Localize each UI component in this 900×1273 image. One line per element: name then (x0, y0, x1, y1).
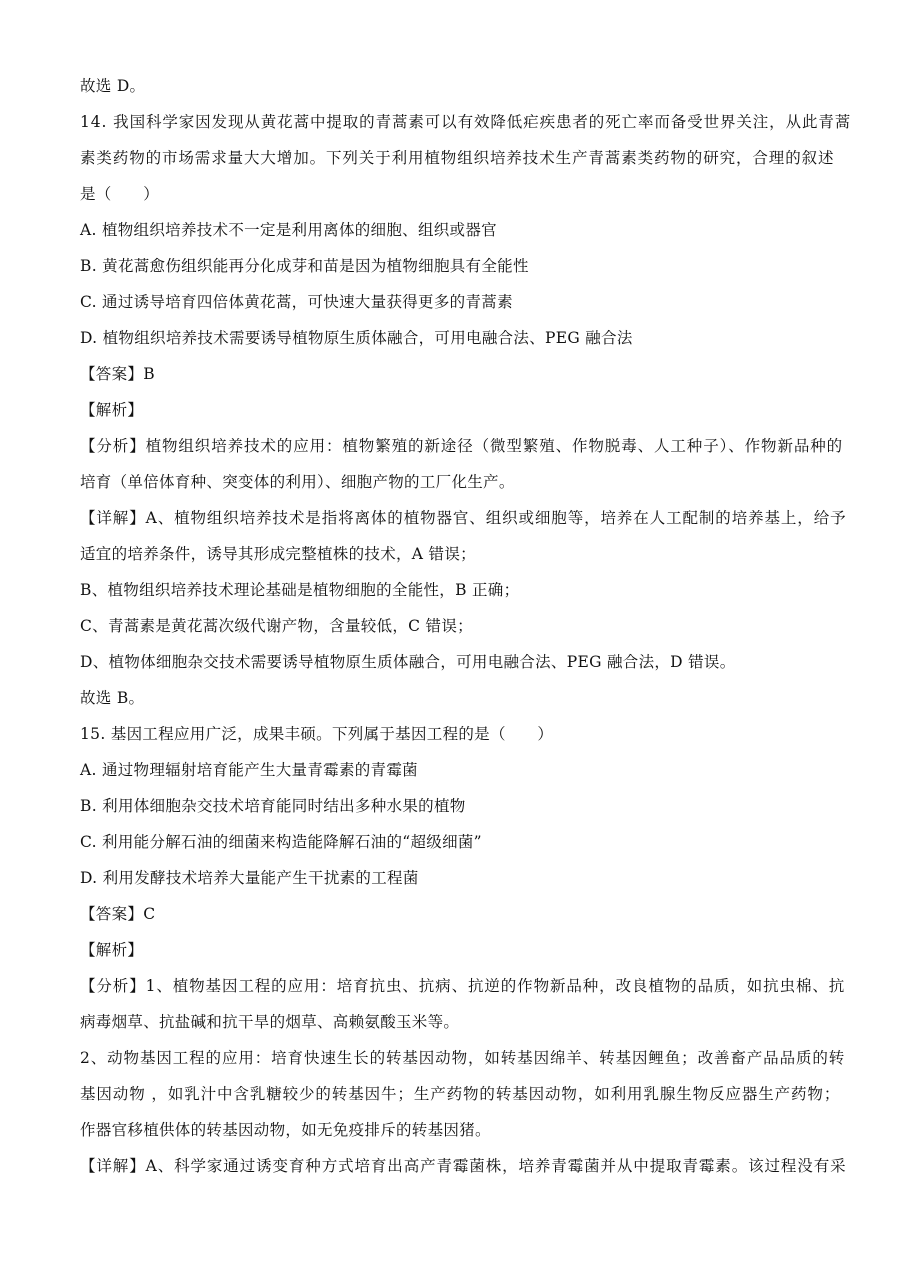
question-15-analysis: 作器官移植供体的转基因动物，如无免疫排斥的转基因猪。 (80, 1121, 491, 1139)
question-15-detail: 【详解】A、科学家通过诱变育种方式培育出高产青霉菌株，培养青霉菌并从中提取青霉素。该过程没有采 (80, 1157, 847, 1175)
question-14-stem: 是（ ） (80, 185, 160, 203)
question-14-analysis: 【分析】植物组织培养技术的应用：植物繁殖的新途径（微型繁殖、作物脱毒、人工种子）、作物新品种的 (80, 437, 844, 455)
question-14-detail: 适宜的培养条件，诱导其形成完整植株的技术，A 错误； (80, 545, 476, 563)
question-15-analysis: 【分析】1、植物基因工程的应用：培育抗虫、抗病、抗逆的作物新品种，改良植物的品质，如抗虫棉、抗 (80, 977, 846, 995)
question-14-answer: 【答案】B (80, 365, 155, 383)
question-14-option-c: C. 通过诱导培育四倍体黄花蒿，可快速大量获得更多的青蒿素 (80, 293, 513, 311)
question-15-option-b: B. 利用体细胞杂交技术培育能同时结出多种水果的植物 (80, 797, 466, 815)
question-15-option-c: C. 利用能分解石油的细菌来构造能降解石油的“超级细菌” (80, 833, 482, 851)
question-14-conclusion: 故选 B。 (80, 689, 145, 707)
question-14-detail: B、植物组织培养技术理论基础是植物细胞的全能性，B 正确； (80, 581, 520, 599)
question-15-analysis: 基因动物 ，如乳汁中含乳糖较少的转基因牛；生产药物的转基因动物，如利用乳腺生物反应器生产药物； (80, 1085, 841, 1103)
question-14-stem: 14. 我国科学家因发现从黄花蒿中提取的青蒿素可以有效降低疟疾患者的死亡率而备受世界关注，从此青蒿 (80, 113, 852, 131)
question-14-detail: D、植物体细胞杂交技术需要诱导植物原生质体融合，可用电融合法、PEG 融合法，D 错误。 (80, 653, 736, 671)
question-15-option-d: D. 利用发酵技术培养大量能产生干扰素的工程菌 (80, 869, 419, 887)
question-15-analysis: 病毒烟草、抗盐碱和抗干旱的烟草、高赖氨酸玉米等。 (80, 1013, 460, 1031)
question-15-answer: 【答案】C (80, 905, 156, 923)
question-15-analysis-heading: 【解析】 (80, 941, 144, 959)
question-14-option-a: A. 植物组织培养技术不一定是利用离体的细胞、组织或器官 (80, 221, 497, 239)
question-14-analysis: 培育（单倍体育种、突变体的利用）、细胞产物的工厂化生产。 (80, 473, 515, 491)
question-14-option-d: D. 植物组织培养技术需要诱导植物原生质体融合，可用电融合法、PEG 融合法 (80, 329, 633, 347)
question-14-detail: 【详解】A、植物组织培养技术是指将离体的植物器官、组织或细胞等，培养在人工配制的培养基上，给予 (80, 509, 847, 527)
question-15-analysis: 2、动物基因工程的应用：培育快速生长的转基因动物，如转基因绵羊、转基因鲤鱼；改善畜产品品质的转 (80, 1049, 846, 1067)
question-14-stem: 素类药物的市场需求量大大增加。下列关于利用植物组织培养技术生产青蒿素类药物的研究，合理的叙述 (80, 149, 835, 167)
question-14-detail: C、青蒿素是黄花蒿次级代谢产物，含量较低，C 错误； (80, 617, 473, 635)
question-14-option-b: B. 黄花蒿愈伤组织能再分化成芽和苗是因为植物细胞具有全能性 (80, 257, 529, 275)
question-15-option-a: A. 通过物理辐射培育能产生大量青霉素的青霉菌 (80, 761, 418, 779)
conclusion-13: 故选 D。 (80, 77, 146, 95)
question-15-stem: 15. 基因工程应用广泛，成果丰硕。下列属于基因工程的是（ ） (80, 725, 554, 743)
question-14-analysis-heading: 【解析】 (80, 401, 144, 419)
